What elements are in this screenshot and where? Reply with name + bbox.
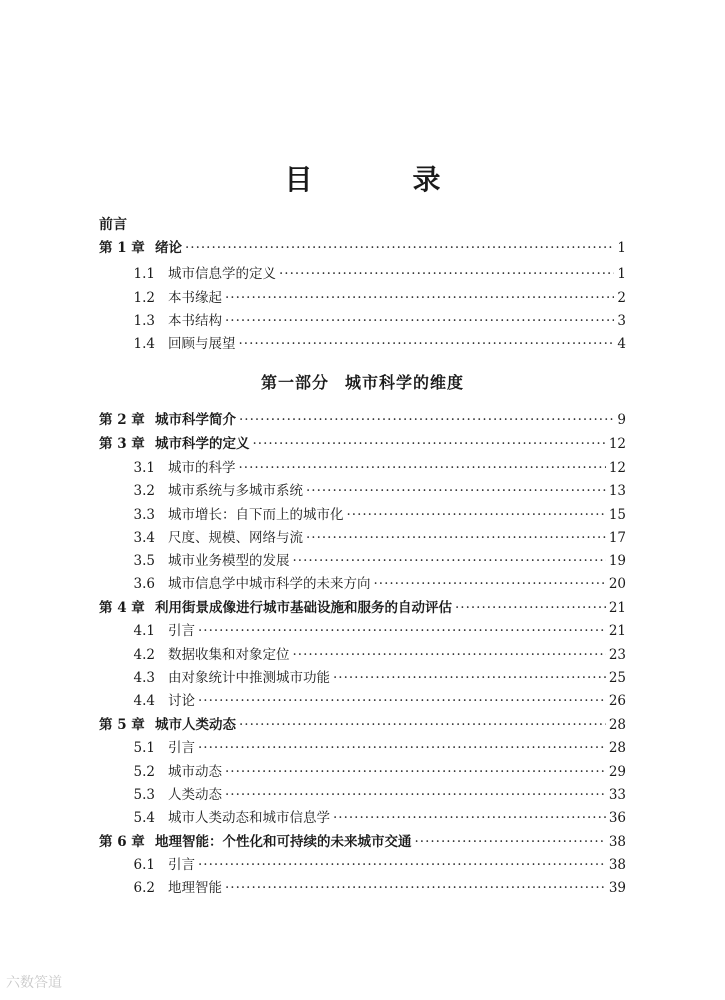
toc-section-entry[interactable] [99, 505, 626, 525]
entry-title: 由对象统计中推测城市功能 [168, 670, 330, 686]
entry-title: 城市业务模型的发展 [168, 553, 290, 569]
entry-title: 讨论 [168, 693, 195, 709]
dot-leader [239, 458, 606, 478]
entry-title: 绪论 [155, 240, 182, 256]
entry-title: 城市科学简介 [155, 412, 236, 428]
entry-title: 城市人类动态 [155, 717, 236, 733]
entry-title: 回顾与展望 [168, 336, 236, 352]
dot-leader [198, 691, 606, 711]
entry-number: 4.3 [133, 670, 155, 686]
toc-section-entry[interactable] [99, 311, 626, 331]
entry-page-number: 4 [617, 336, 626, 352]
entry-page-number: 17 [608, 530, 626, 546]
entry-title: 城市信息学的定义 [168, 266, 276, 282]
entry-title: 城市系统与多城市系统 [168, 483, 303, 499]
entry-page-number: 3 [617, 313, 626, 329]
part-name: 城市科学的维度 [345, 373, 465, 392]
toc-section-entry[interactable] [99, 334, 626, 354]
dot-leader [333, 808, 606, 828]
entry-page-number: 29 [608, 764, 626, 780]
entry-number: 第 5 章 [99, 717, 145, 733]
entry-number: 5.1 [133, 740, 155, 756]
entry-title: 地理智能：个性化和可持续的未来城市交通 [155, 834, 412, 850]
toc-section-entry[interactable] [99, 645, 626, 665]
entry-page-number: 9 [617, 412, 626, 428]
dot-leader [293, 645, 606, 665]
toc-section-entry[interactable] [99, 668, 626, 688]
toc-chapter-entry[interactable] [99, 434, 626, 454]
entry-number: 3.3 [133, 507, 155, 523]
entry-page-number: 19 [608, 553, 626, 569]
toc-section-entry[interactable] [99, 264, 626, 284]
dot-leader [415, 832, 606, 852]
toc-chapter-entry[interactable] [99, 598, 626, 618]
dot-leader [306, 528, 606, 548]
entry-page-number: 38 [608, 857, 626, 873]
entry-page-number: 13 [608, 483, 626, 499]
entry-page-number: 1 [617, 240, 626, 256]
toc-section-entry[interactable] [99, 528, 626, 548]
entry-page-number: 20 [608, 576, 626, 592]
entry-number: 4.1 [133, 623, 155, 639]
dot-leader [198, 738, 606, 758]
toc-section-entry[interactable] [99, 808, 626, 828]
entry-title: 本书结构 [168, 313, 222, 329]
entry-title: 城市增长：自下而上的城市化 [168, 507, 344, 523]
entry-page-number: 21 [608, 600, 626, 616]
toc-chapter-entry[interactable] [99, 832, 626, 852]
toc-chapter-entry[interactable] [99, 238, 626, 258]
entry-page-number: 26 [608, 693, 626, 709]
entry-number: 3.4 [133, 530, 155, 546]
entry-page-number: 36 [608, 810, 626, 826]
entry-number: 3.1 [133, 460, 155, 476]
entry-number: 第 1 章 [99, 240, 145, 256]
dot-leader [333, 668, 606, 688]
entry-number: 1.1 [133, 266, 155, 282]
dot-leader [239, 334, 615, 354]
entry-page-number: 28 [608, 717, 626, 733]
entry-title: 城市动态 [168, 764, 222, 780]
toc-section-entry[interactable] [99, 738, 626, 758]
entry-title: 本书缘起 [168, 290, 222, 306]
toc-section-entry[interactable] [99, 288, 626, 308]
entry-number: 5.2 [133, 764, 155, 780]
toc-section-entry[interactable] [99, 762, 626, 782]
entry-page-number: 1 [617, 266, 626, 282]
entry-page-number: 39 [608, 880, 626, 896]
part-label: 第一部分 [260, 373, 329, 392]
toc-section-entry[interactable] [99, 458, 626, 478]
entry-number: 3.6 [133, 576, 155, 592]
entry-number: 5.4 [133, 810, 155, 826]
dot-leader [239, 410, 614, 430]
entry-page-number: 33 [608, 787, 626, 803]
dot-leader [293, 551, 606, 571]
entry-title: 城市科学的定义 [155, 436, 250, 452]
dot-leader [185, 238, 614, 258]
entry-number: 4.2 [133, 647, 155, 663]
toc-section-entry[interactable] [99, 574, 626, 594]
toc-section-entry[interactable] [99, 621, 626, 641]
entry-number: 6.2 [133, 880, 155, 896]
entry-number: 第 3 章 [99, 436, 145, 452]
dot-leader [306, 481, 606, 501]
toc-preface[interactable]: 前言 [99, 217, 127, 233]
entry-number: 4.4 [133, 693, 155, 709]
entry-title: 城市人类动态和城市信息学 [168, 810, 330, 826]
entry-title: 利用街景成像进行城市基础设施和服务的自动评估 [155, 600, 452, 616]
toc-section-entry[interactable] [99, 551, 626, 571]
entry-title: 城市信息学中城市科学的未来方向 [168, 576, 371, 592]
dot-leader [253, 434, 606, 454]
toc-section-entry[interactable] [99, 878, 626, 898]
toc-section-entry[interactable] [99, 691, 626, 711]
entry-title: 数据收集和对象定位 [168, 647, 290, 663]
watermark: 六数答道 [6, 975, 62, 991]
toc-section-entry[interactable] [99, 481, 626, 501]
dot-leader [198, 855, 606, 875]
entry-page-number: 2 [617, 290, 626, 306]
dot-leader [225, 878, 606, 898]
entry-number: 3.2 [133, 483, 155, 499]
dot-leader [347, 505, 606, 525]
entry-number: 第 2 章 [99, 412, 145, 428]
entry-page-number: 23 [608, 647, 626, 663]
entry-number: 6.1 [133, 857, 155, 873]
entry-page-number: 21 [608, 623, 626, 639]
entry-page-number: 38 [608, 834, 626, 850]
entry-number: 3.5 [133, 553, 155, 569]
entry-title: 人类动态 [168, 787, 222, 803]
dot-leader [198, 621, 606, 641]
dot-leader [225, 288, 614, 308]
dot-leader [239, 715, 606, 735]
dot-leader [225, 311, 614, 331]
entry-page-number: 25 [608, 670, 626, 686]
dot-leader [455, 598, 606, 618]
entry-page-number: 28 [608, 740, 626, 756]
entry-page-number: 12 [608, 460, 626, 476]
entry-title: 引言 [168, 740, 195, 756]
entry-number: 1.4 [133, 336, 155, 352]
dot-leader [279, 264, 614, 284]
entry-title: 引言 [168, 857, 195, 873]
page-title: 目 录 [284, 163, 477, 196]
entry-title: 引言 [168, 623, 195, 639]
toc-section-entry[interactable] [99, 785, 626, 805]
toc-chapter-entry[interactable] [99, 410, 626, 430]
entry-number: 5.3 [133, 787, 155, 803]
entry-title: 尺度、规模、网络与流 [168, 530, 303, 546]
entry-page-number: 15 [608, 507, 626, 523]
entry-number: 第 4 章 [99, 600, 145, 616]
entry-page-number: 12 [608, 436, 626, 452]
toc-chapter-entry[interactable] [99, 715, 626, 735]
entry-number: 1.2 [133, 290, 155, 306]
entry-title: 城市的科学 [168, 460, 236, 476]
part-heading [0, 370, 725, 393]
dot-leader [374, 574, 606, 594]
toc-section-entry[interactable] [99, 855, 626, 875]
dot-leader [225, 762, 606, 782]
dot-leader [225, 785, 606, 805]
entry-number: 1.3 [133, 313, 155, 329]
entry-title: 地理智能 [168, 880, 222, 896]
entry-number: 第 6 章 [99, 834, 145, 850]
